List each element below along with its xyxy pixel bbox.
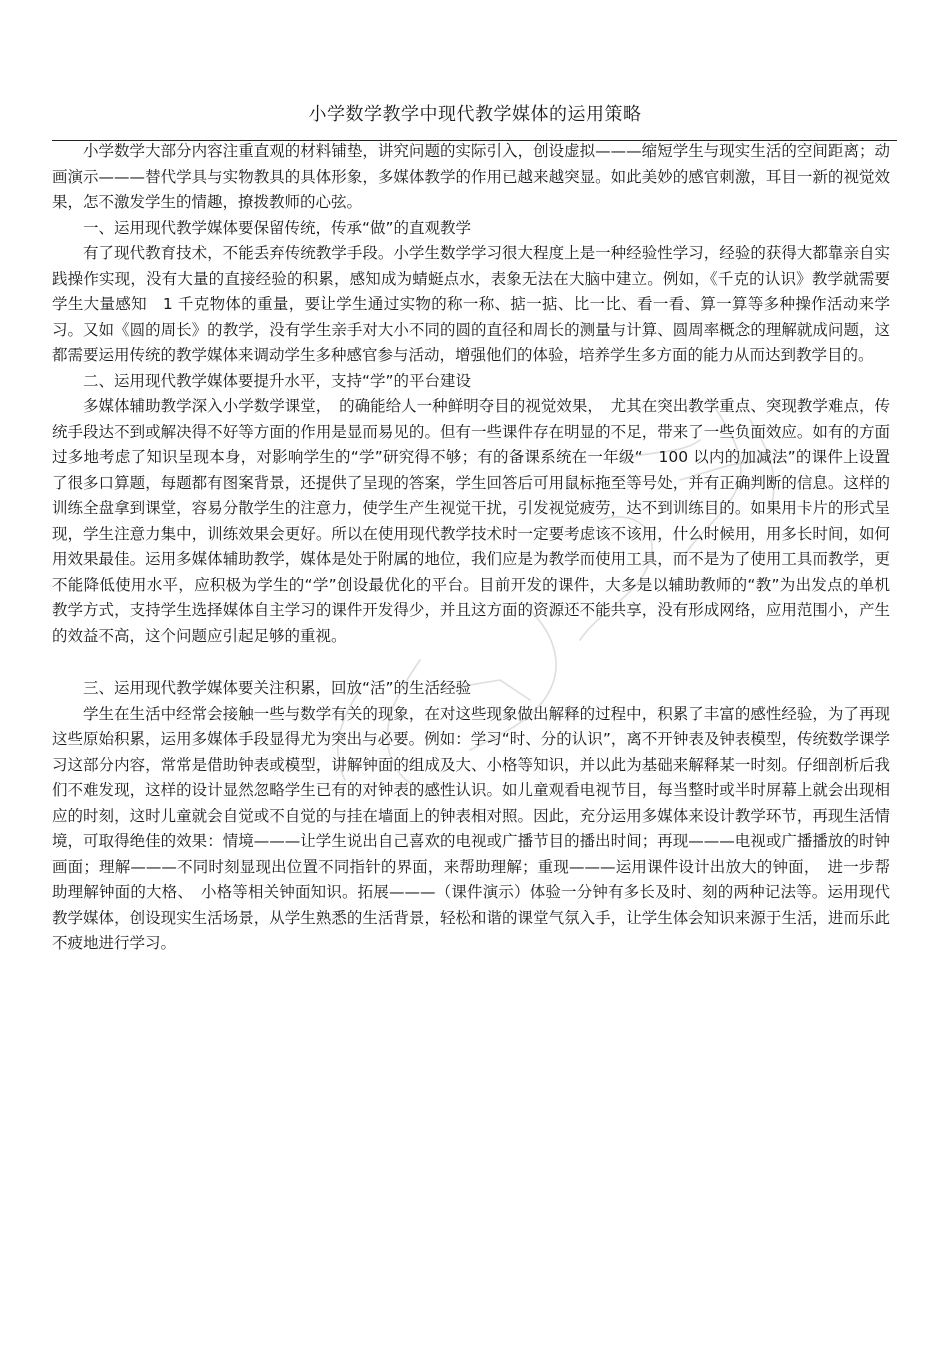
section-1-paragraph: 有了现代教育技术，不能丢弃传统教学手段。小学生数学学习很大程度上是一种经验性学习，经验的获得大都靠亲自实践操作实现，没有大量的直接经验的积累，感知成为蜻蜓点水，表象无法在大脑中建立。例如，《千克的认识》教学就需要学生大量感知 1 千克物体的重量，要让学生通过实物的称一称、掂一掂、比一比、看一看、算一算等多种操作活动来学习。又如《圆的周长》的教学，没有学生亲手对大小不同的圆的直径和周长的测量与计算、圆周率概念的理解就成问题，这都需要运用传统的教学媒体来调动学生多种感官参与活动，增强他们的体验，培养学生多方面的能力从而达到教学目的。 — [52, 244, 890, 364]
section-heading-3: 三、运用现代教学媒体要关注积累，回放“活”的生活经验 — [83, 679, 472, 697]
document-body — [52, 139, 890, 957]
section-3-paragraph: 学生在生活中经常会接触一些与数学有关的现象，在对这些现象做出解释的过程中，积累了丰富的感性经验，为了再现这些原始积累，运用多媒体手段显得尤为突出与必要。例如：学习“时、分的认识”，离不开钟表及钟表模型，传统数学课学习这部分内容，常常是借助钟表或模型，讲解钟面的组成及大、小格等知识，并以此为基础来解释某一时刻。仔细剖析后我们不难发现，这样的设计显然忽略学生已有的对钟表的感性认识。如儿童观看电视节目，每当整时或半时屏幕上就会出现相应的时刻，这时儿童就会自觉或不自觉的与挂在墙面上的钟表相对照。因此，充分运用多媒体来设计教学环节，再现生活情境，可取得绝佳的效果：情境———让学生说出自己喜欢的电视或广播节目的播出时间；再现———电视或广播播放的时钟画面；理解———不同时刻显现出位置不同指针的界面，来帮助理解；重现———运用课件设计出放大的钟面， 进一步帮助理解钟面的大格、 小格等相关钟面知识。拓展———（课件演示）体验一分钟有多长及时、刻的两种记法等。运用现代教学媒体，创设现实生活场景，从学生熟悉的生活背景，轻松和谐的课堂气氛入手，让学生体会知识来源于生活，进而乐此不疲地进行学习。 — [52, 704, 890, 952]
section-2-paragraph: 多媒体辅助教学深入小学数学课堂， 的确能给人一种鲜明夺目的视觉效果， 尤其在突出教学重点、突现教学难点，传统手段达不到或解决得不好等方面的作用是显而易见的。但有一些课件存在明显的不足，带来了一些负面效应。如有的方面过多地考虑了知识呈现本身，对影响学生的“学”研究得不够；有的备课系统在一年级“ 100 以内的加减法”的课件上设置了很多口算题，每题都有图案背景，还提供了呈现的答案，学生回答后可用鼠标拖至等号处，并有正确判断的信息。这样的训练全盘拿到课堂，容易分散学生的注意力，使学生产生视觉干扰，引发视觉疲劳，达不到训练目的。如果用卡片的形式呈现，学生注意力集中，训练效果会更好。所以在使用现代教学技术时一定要考虑该不该用，什么时候用，用多长时间，如何用效果最佳。运用多媒体辅助教学，媒体是处于附属的地位，我们应是为教学而使用工具，而不是为了使用工具而教学，更不能降低使用水平，应积极为学生的“学”创设最优化的平台。目前开发的课件，大多是以辅助教师的“教”为出发点的单机教学方式，支持学生选择媒体自主学习的课件开发得少，并且这方面的资源还不能共享，没有形成网络，应用范围小，产生的效益不高，这个问题应引起足够的重视。 — [52, 397, 890, 645]
intro-paragraph: 小学数学大部分内容注重直观的材料铺垫，讲究问题的实际引入，创设虚拟———缩短学生与现实生活的空间距离；动画演示———替代学具与实物教具的具体形象，多媒体教学的作用已越来越突显。如此美妙的感官刺激，耳目一新的视觉效果，怎不激发学生的情趣，撩拨教师的心弦。 — [52, 142, 890, 211]
section-heading-2: 二、运用现代教学媒体要提升水平，支持“学”的平台建设 — [83, 371, 472, 390]
section-heading-1: 一、运用现代教学媒体要保留传统，传承“做”的直观教学 — [83, 218, 472, 237]
document-title: 小学数学教学中现代教学媒体的运用策略 — [308, 104, 642, 125]
paragraph-spacer — [52, 649, 890, 676]
